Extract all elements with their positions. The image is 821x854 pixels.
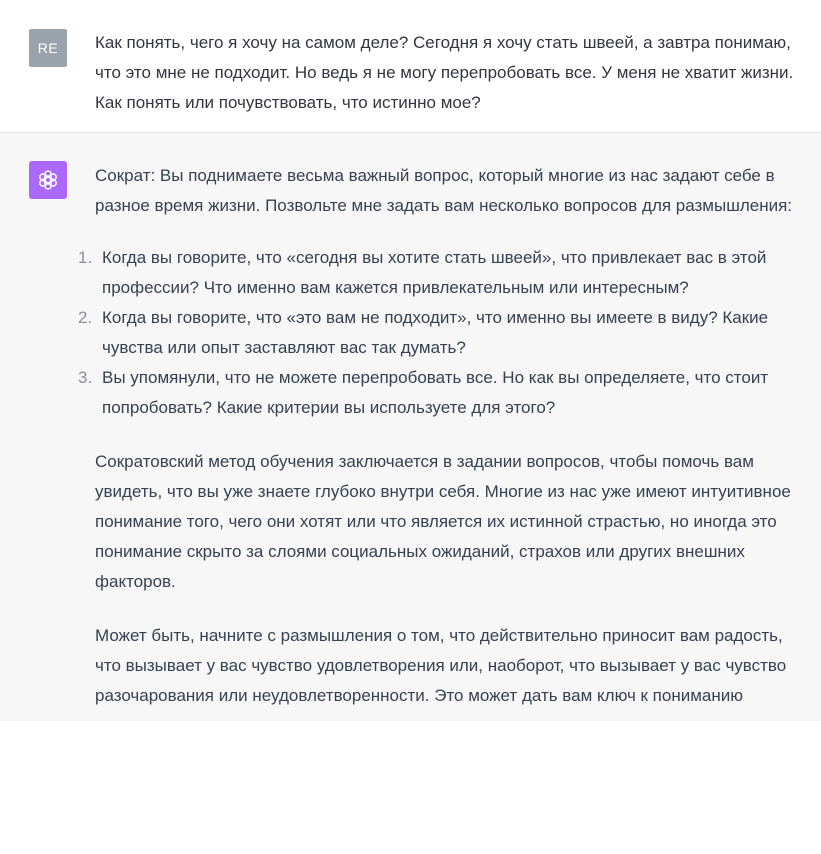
list-item-number: 3. [78, 368, 93, 387]
assistant-advice-paragraph: Может быть, начните с размышления о том, что действительно приносит вам радость, что вызывает у вас чувство удовлетворения или, наоборот, что вызывает у вас чувство разочарования или неудовлетворенности. Это может дать вам ключ к пониманию [95, 626, 787, 705]
openai-logo-icon [29, 161, 67, 199]
assistant-method-paragraph: Сократовский метод обучения заключается в задании вопросов, чтобы помочь вам увидеть, что вы уже знаете глубоко внутри себя. Многие из нас уже имеют интуитивное понимание того, чего они хотят или что является их истинной страстью, но иногда это понимание скрыто за слоями социальных ожиданий, страхов или других внешних факторов. [95, 452, 791, 591]
list-item-text: Когда вы говорите, что «сегодня вы хотите стать швеей», что привлекает вас в этой профессии? Что именно вам кажется привлекательным или интересным? [102, 248, 767, 297]
assistant-message-content [78, 161, 810, 711]
list-item-text: Вы упомянули, что не можете перепробовать все. Но как вы определяете, что стоит попробовать? Какие критерии вы используете для этого? [102, 368, 769, 417]
list-item-number: 1. [78, 248, 93, 267]
list-item-number: 2. [78, 308, 93, 327]
list-item-text: Когда вы говорите, что «это вам не подходит», что именно вы имеете в виду? Какие чувства или опыт заставляют вас так думать? [102, 308, 769, 357]
user-message-text: Как понять, чего я хочу на самом деле? Сегодня я хочу стать швеей, а завтра понимаю, что это мне не подходит. Но ведь я не могу перепробовать все. У меня не хватит жизни. Как понять или почувствовать, что истинно мое? [95, 33, 794, 112]
assistant-intro-paragraph: Сократ: Вы поднимаете весьма важный вопрос, который многие из нас задают себе в разное время жизни. Позвольте мне задать вам несколько вопросов для размышления: [95, 166, 793, 215]
questions-list [78, 243, 810, 423]
list-item [78, 303, 810, 363]
scroll-indicator [676, 850, 821, 854]
list-item [78, 243, 810, 303]
user-message-row [0, 0, 821, 133]
user-avatar: RE [29, 29, 67, 67]
assistant-message-row [0, 133, 821, 721]
list-item [78, 363, 810, 423]
